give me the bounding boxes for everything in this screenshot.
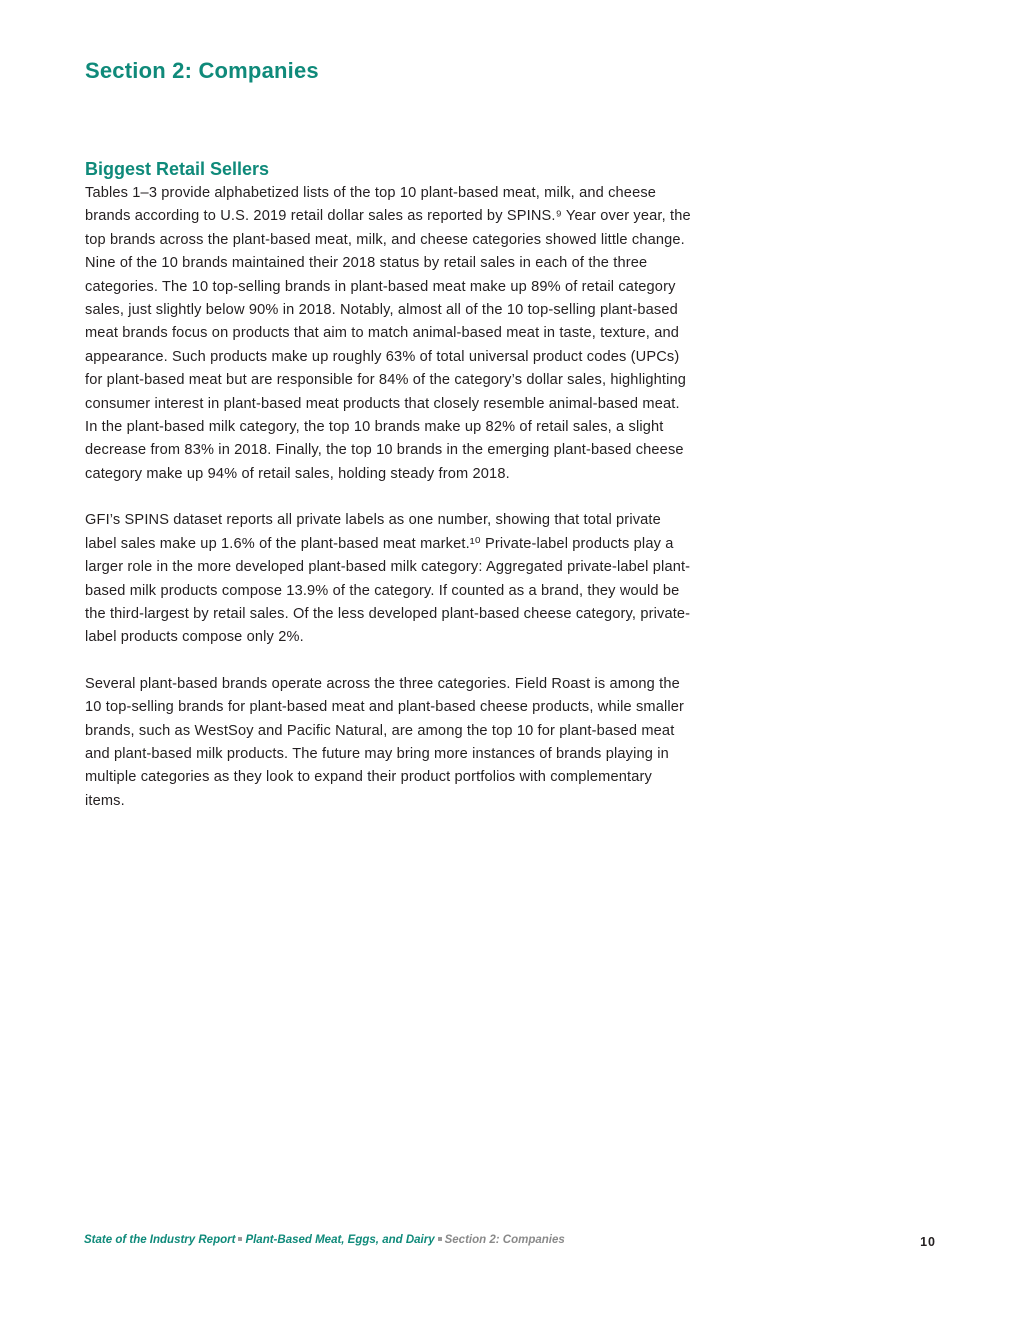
footer-report-title: State of the Industry Report	[84, 1234, 236, 1246]
paragraph-1: Tables 1–3 provide alphabetized lists of the top 10 plant-based meat, milk, and cheese brands according to U.S. 2019 retail dollar sales as reported by SPINS.⁹ Year over year, the top brands across the plant-based meat, milk, and cheese categories showed little change. Nine of the 10 brands maintained their 2018 status by retail sales in each of the three categories. The 10 top-selling brands in plant-based meat make up 89% of retail category sales, just slightly below 90% in 2018. Notably, almost all of the 10 top-selling plant-based meat brands focus on products that aim to match animal-based meat in taste, texture, and appearance. Such products make up roughly 63% of total universal product codes (UPCs) for plant-based meat but are responsible for 84% of the category’s dollar sales, highlighting consumer interest in plant-based meat products that closely resemble animal-based meat. In the plant-based milk category, the top 10 brands make up 82% of retail sales, a slight decrease from 83% in 2018. Finally, the top 10 brands in the emerging plant-based cheese category make up 94% of retail sales, holding steady from 2018.	[85, 185, 691, 482]
page-number: 10	[920, 1235, 936, 1249]
section-title: Section 2: Companies	[85, 58, 319, 83]
paragraph-2: GFI’s SPINS dataset reports all private labels as one number, showing that total private label sales make up 1.6% of the plant-based meat market.¹⁰ Private-label products play a larger role in the more developed plant-based milk category: Aggregated private-label plant-based milk products compose 13.9% of the category. If counted as a brand, they would be the third-largest by retail sales. Of the less developed plant-based cheese category, private-label products compose only 2%.	[85, 512, 691, 646]
separator-square-icon	[438, 1237, 442, 1241]
footer-breadcrumb	[84, 1234, 565, 1246]
subheading: Biggest Retail Sellers	[85, 159, 270, 179]
footer-section: Section 2: Companies	[444, 1234, 565, 1246]
separator-square-icon	[238, 1237, 242, 1241]
footer-topic: Plant-Based Meat, Eggs, and Dairy	[245, 1234, 435, 1246]
main-content	[85, 156, 695, 836]
paragraph-3: Several plant-based brands operate across the three categories. Field Roast is among the 10 top-selling brands for plant-based meat and plant-based cheese products, while smaller brands, such as WestSoy and Pacific Natural, are among the top 10 for plant-based meat and plant-based milk products. The future may bring more instances of brands playing in multiple categories as they look to expand their product portfolios with complementary items.	[85, 675, 685, 809]
